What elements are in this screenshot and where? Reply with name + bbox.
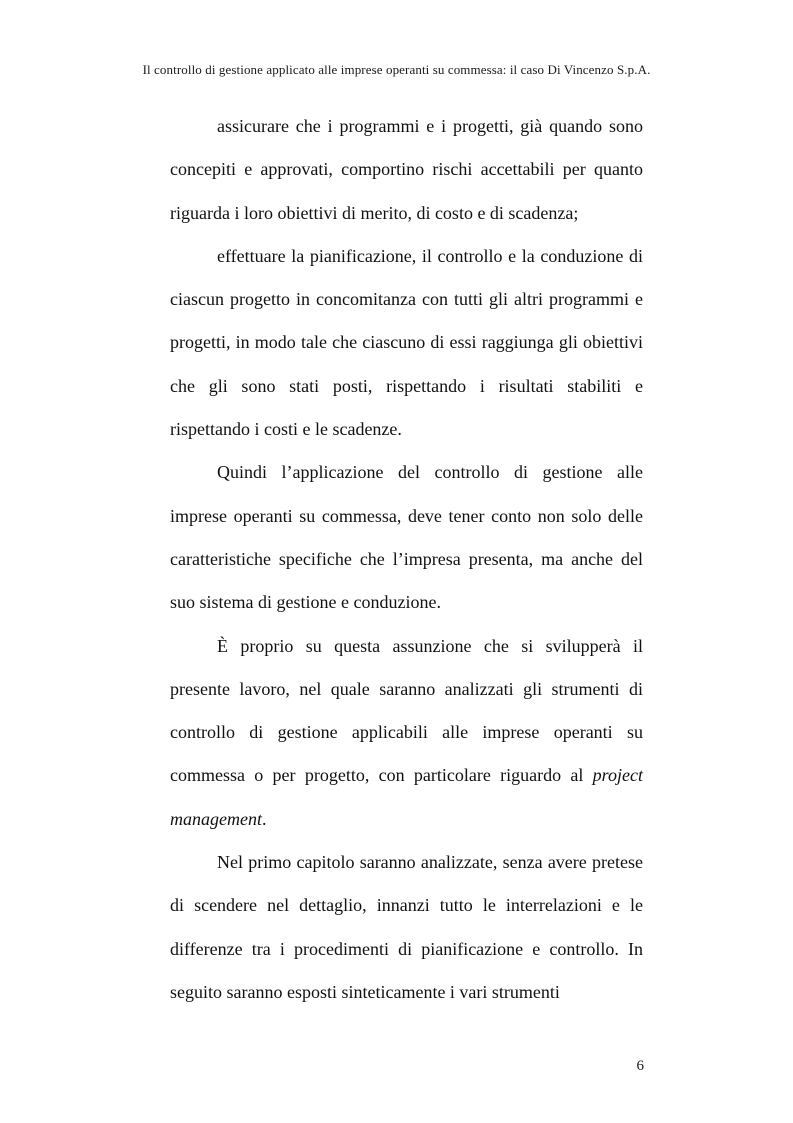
- paragraph-4-end: .: [261, 808, 267, 829]
- paragraph-2: effettuare la pianificazione, il controllo e la conduzione di ciascun progetto in concomitanza con tutti gli altri programmi e progetti, in modo tale che ciascuno di essi raggiunga gli obiettivi che gli sono stati posti, rispettando i risultati stabiliti e rispettando i costi e le scadenze.: [170, 245, 643, 440]
- paragraph-5: Nel primo capitolo saranno analizzate, senza avere pretese di scendere nel dettaglio, innanzi tutto le interrelazioni e le differenze tra i procedimenti di pianificazione e controllo. In seguito saranno esposti sinteticamente i vari strumenti: [170, 852, 643, 1002]
- paragraph-4-italic-term: project management: [170, 765, 643, 829]
- paragraph-3: Quindi l’applicazione del controllo di gestione alle imprese operanti su commessa, deve tener conto non solo delle caratteristiche specifiche che l’impresa presenta, ma anche del suo sistema di gestione e conduzione.: [170, 462, 643, 613]
- paragraph-4: [170, 625, 643, 841]
- paragraph-1: assicurare che i programmi e i progetti, già quando sono concepiti e approvati, comportino rischi accettabili per quanto riguarda i loro obiettivi di merito, di costo e di scadenza;: [170, 116, 643, 223]
- paragraph-4-text: È proprio su questa assunzione che si svilupperà il presente lavoro, nel quale saranno analizzati gli strumenti di controllo di gestione applicabili alle imprese operanti su commessa o per progetto, con particolare riguardo al: [170, 635, 643, 786]
- running-header: Il controllo di gestione applicato alle imprese operanti su commessa: il caso Di Vincenzo S.p.A.: [142, 62, 651, 77]
- body-text: [170, 105, 643, 1014]
- page-number: 6: [636, 1058, 644, 1074]
